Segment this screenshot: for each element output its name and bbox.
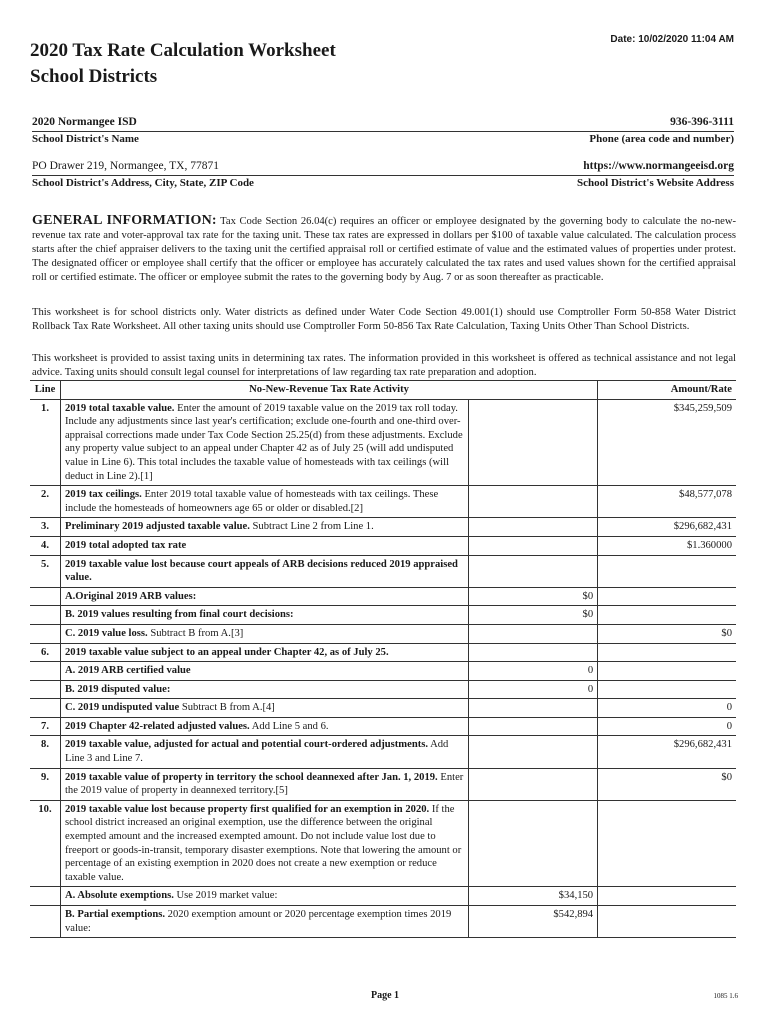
amount: $48,577,078 bbox=[598, 486, 736, 518]
sub-amount bbox=[469, 555, 598, 587]
activity-bold: C. 2019 value loss. bbox=[64, 627, 148, 639]
activity-bold: C. 2019 undisputed value bbox=[64, 702, 180, 714]
activity-description bbox=[60, 606, 468, 625]
col-line: Line bbox=[30, 381, 60, 400]
activity-bold: 2019 taxable value, adjusted for actual and potential court-ordered adjustments. bbox=[64, 739, 429, 751]
activity-description bbox=[60, 887, 468, 906]
activity-text: Enter the 2019 value of property in deannexed territory.[5] bbox=[64, 771, 464, 797]
line-number bbox=[30, 906, 60, 938]
general-text: Tax Code Section 26.04(c) requires an officer or employee designated by the governing body to calculate the no-new-revenue tax rate and voter-approval tax rate for the taxing unit. These tax rates are expressed in dollars per $100 of taxable value calculated. The calculation process starts after the chief appraiser delivers to the taxing unit the certified appraisal roll or certified estimate of value and the estimated values of properties under protest. The designated officer or employee shall certify that the officer or employee has accurately calculated the tax rates and used values shown for the certified appraisal roll or certified estimate. The officer or employee submit the rates to the governing body by Aug. 7 or as soon thereafter as practicable. bbox=[32, 216, 736, 283]
table-row bbox=[30, 518, 736, 537]
amount: 0 bbox=[598, 717, 736, 736]
sub-amount bbox=[469, 518, 598, 537]
activity-description bbox=[60, 736, 468, 768]
document-title bbox=[30, 38, 336, 90]
table-row bbox=[30, 736, 736, 768]
activity-bold: B. 2019 disputed value: bbox=[64, 683, 171, 695]
amount bbox=[598, 800, 736, 887]
sub-amount: $0 bbox=[469, 606, 598, 625]
activity-description bbox=[60, 518, 468, 537]
phone-label: Phone (area code and number) bbox=[589, 133, 734, 145]
district-address: PO Drawer 219, Normangee, TX, 77871 bbox=[32, 160, 219, 172]
activity-bold: B. 2019 values resulting from final court decisions: bbox=[64, 609, 294, 621]
sub-amount bbox=[469, 536, 598, 555]
col-amount: Amount/Rate bbox=[598, 381, 736, 400]
sub-amount bbox=[469, 399, 598, 486]
line-number: 3. bbox=[30, 518, 60, 537]
activity-text: 2020 exemption amount or 2020 percentage exemption times 2019 value: bbox=[64, 909, 452, 934]
activity-text: Use 2019 market value: bbox=[173, 890, 278, 902]
line-number: 10. bbox=[30, 800, 60, 887]
line-number: 2. bbox=[30, 486, 60, 518]
table-row bbox=[30, 887, 736, 906]
line-number bbox=[30, 624, 60, 643]
activity-bold: A.Original 2019 ARB values: bbox=[64, 590, 197, 602]
line-number: 1. bbox=[30, 399, 60, 486]
date-stamp: Date: 10/02/2020 11:04 AM bbox=[610, 34, 734, 45]
worksheet-scope: This worksheet is for school districts only. Water districts as defined under Water Code Section 49.001(1) should use Comptroller Form 50-858 Water District Rollback Tax Rate Worksheet. All other taxing units should use Comptroller Form 50-856 Tax Rate Calculation, Taxing Units Other Than School Districts. bbox=[32, 307, 736, 332]
activity-text: Subtract Line 2 from Line 1. bbox=[249, 521, 374, 533]
amount: $296,682,431 bbox=[598, 518, 736, 537]
activity-description bbox=[60, 624, 468, 643]
disclaimer: This worksheet is provided to assist taxing units in determining tax rates. The information provided in this worksheet is offered as technical assistance and not legal advice. Taxing units should consult legal counsel for interpretations of law regarding tax rate preparation and adoption. bbox=[32, 353, 736, 378]
activity-bold: A. Absolute exemptions. bbox=[64, 890, 174, 902]
form-code: 1085 1.6 bbox=[713, 992, 738, 1000]
sub-amount bbox=[469, 486, 598, 518]
activity-text: Subtract B from A.[3] bbox=[147, 627, 244, 639]
title-line-2: School Districts bbox=[30, 66, 158, 87]
sub-amount bbox=[469, 800, 598, 887]
sub-amount: $34,150 bbox=[469, 887, 598, 906]
table-row bbox=[30, 624, 736, 643]
line-number: 4. bbox=[30, 536, 60, 555]
district-website: https://www.normangeeisd.org bbox=[583, 160, 734, 172]
table-row bbox=[30, 643, 736, 662]
amount bbox=[598, 587, 736, 606]
amount: $345,259,509 bbox=[598, 399, 736, 486]
line-number: 8. bbox=[30, 736, 60, 768]
table-row bbox=[30, 768, 736, 800]
general-information bbox=[32, 214, 736, 285]
amount: $0 bbox=[598, 768, 736, 800]
table-row bbox=[30, 680, 736, 699]
activity-bold: A. 2019 ARB certified value bbox=[64, 665, 191, 677]
table-row bbox=[30, 587, 736, 606]
line-number bbox=[30, 680, 60, 699]
divider bbox=[32, 131, 734, 132]
activity-bold: 2019 taxable value lost because property first qualified for an exemption in 2020. bbox=[64, 803, 430, 815]
activity-description bbox=[60, 662, 468, 681]
table-row bbox=[30, 717, 736, 736]
activity-text: Enter 2019 total taxable value of homesteads with tax ceilings. These include the homesteads of homeowners age 65 or older or disabled.[2] bbox=[64, 489, 439, 514]
table-row bbox=[30, 662, 736, 681]
district-name: 2020 Normangee ISD bbox=[32, 116, 137, 128]
line-number bbox=[30, 887, 60, 906]
table-row bbox=[30, 606, 736, 625]
activity-bold: Preliminary 2019 adjusted taxable value. bbox=[64, 521, 250, 533]
amount bbox=[598, 643, 736, 662]
activity-bold: 2019 taxable value of property in territory the school deannexed after Jan. 1, 2019. bbox=[64, 771, 438, 783]
amount bbox=[598, 906, 736, 938]
sub-amount: $0 bbox=[469, 587, 598, 606]
activity-text: Add Line 3 and Line 7. bbox=[64, 739, 449, 765]
table-row bbox=[30, 699, 736, 718]
activity-text: If the school district increased an original exemption, use the difference between the original exempted amount and the increased exempted amount. Do not include value lost due to freeport or goods-in-transit, temporary disaster exemptions. Note that lowering the amount or percentage of an existing exemption in 2020 does not create a new exemption or reduce taxable value. bbox=[64, 803, 462, 883]
amount bbox=[598, 555, 736, 587]
line-number: 7. bbox=[30, 717, 60, 736]
activity-description bbox=[60, 680, 468, 699]
activity-description bbox=[60, 399, 468, 486]
district-address-label: School District's Address, City, State, ZIP Code bbox=[32, 177, 254, 189]
activity-description bbox=[60, 555, 468, 587]
sub-amount bbox=[469, 768, 598, 800]
sub-amount bbox=[469, 699, 598, 718]
amount bbox=[598, 662, 736, 681]
table-row bbox=[30, 399, 736, 486]
amount: $1.360000 bbox=[598, 536, 736, 555]
activity-description bbox=[60, 643, 468, 662]
table-row bbox=[30, 555, 736, 587]
activity-bold: 2019 tax ceilings. bbox=[64, 489, 142, 501]
amount: $296,682,431 bbox=[598, 736, 736, 768]
amount bbox=[598, 606, 736, 625]
sub-amount bbox=[469, 624, 598, 643]
line-number bbox=[30, 606, 60, 625]
worksheet-table bbox=[30, 380, 736, 938]
activity-bold: B. Partial exemptions. bbox=[64, 909, 166, 920]
district-phone: 936-396-3111 bbox=[670, 116, 734, 128]
divider bbox=[32, 175, 734, 176]
sub-amount: 0 bbox=[469, 662, 598, 681]
table-row bbox=[30, 486, 736, 518]
activity-bold: 2019 taxable value lost because court appeals of ARB decisions reduced 2019 appraised value. bbox=[64, 558, 458, 584]
activity-text: Enter the amount of 2019 taxable value on the 2019 tax roll today. Include any adjustments since last year's certification; exclude one-fourth and one-third over-appraisal corrections made under Tax Code Section 25.25(d) from these adjustments. Exclude any property value subject to an appeal under Chapter 42 as of July 25 (will add undisputed value in Line 6). This total includes the taxable value of homesteads with tax ceilings (will deduct in Line 2).[1] bbox=[64, 402, 463, 482]
activity-description bbox=[60, 717, 468, 736]
general-heading: GENERAL INFORMATION: bbox=[32, 213, 217, 228]
activity-description bbox=[60, 486, 468, 518]
activity-bold: 2019 total taxable value. bbox=[64, 402, 175, 414]
activity-description bbox=[60, 906, 468, 938]
activity-description bbox=[60, 800, 468, 887]
website-label: School District's Website Address bbox=[577, 177, 734, 189]
table-row bbox=[30, 800, 736, 887]
line-number: 9. bbox=[30, 768, 60, 800]
table-row bbox=[30, 906, 736, 938]
activity-description bbox=[60, 699, 468, 718]
line-number bbox=[30, 662, 60, 681]
line-number: 6. bbox=[30, 643, 60, 662]
amount: 0 bbox=[598, 699, 736, 718]
activity-bold: 2019 Chapter 42-related adjusted values. bbox=[64, 720, 250, 732]
activity-bold: 2019 total adopted tax rate bbox=[64, 539, 187, 551]
amount bbox=[598, 887, 736, 906]
activity-text: Add Line 5 and 6. bbox=[249, 720, 329, 732]
line-number: 5. bbox=[30, 555, 60, 587]
sub-amount bbox=[469, 643, 598, 662]
line-number bbox=[30, 587, 60, 606]
sub-amount bbox=[469, 717, 598, 736]
amount bbox=[598, 680, 736, 699]
table-header bbox=[30, 381, 736, 400]
activity-text: Subtract B from A.[4] bbox=[179, 702, 275, 714]
activity-description bbox=[60, 587, 468, 606]
title-line-1: 2020 Tax Rate Calculation Worksheet bbox=[30, 40, 336, 61]
line-number bbox=[30, 699, 60, 718]
activity-description bbox=[60, 536, 468, 555]
table-row bbox=[30, 536, 736, 555]
sub-amount bbox=[469, 736, 598, 768]
activity-description bbox=[60, 768, 468, 800]
district-name-label: School District's Name bbox=[32, 133, 139, 145]
sub-amount: $542,894 bbox=[469, 906, 598, 938]
col-activity: No-New-Revenue Tax Rate Activity bbox=[60, 381, 597, 400]
amount: $0 bbox=[598, 624, 736, 643]
sub-amount: 0 bbox=[469, 680, 598, 699]
activity-bold: 2019 taxable value subject to an appeal under Chapter 42, as of July 25. bbox=[64, 646, 389, 658]
page-number: Page 1 bbox=[370, 990, 400, 1001]
